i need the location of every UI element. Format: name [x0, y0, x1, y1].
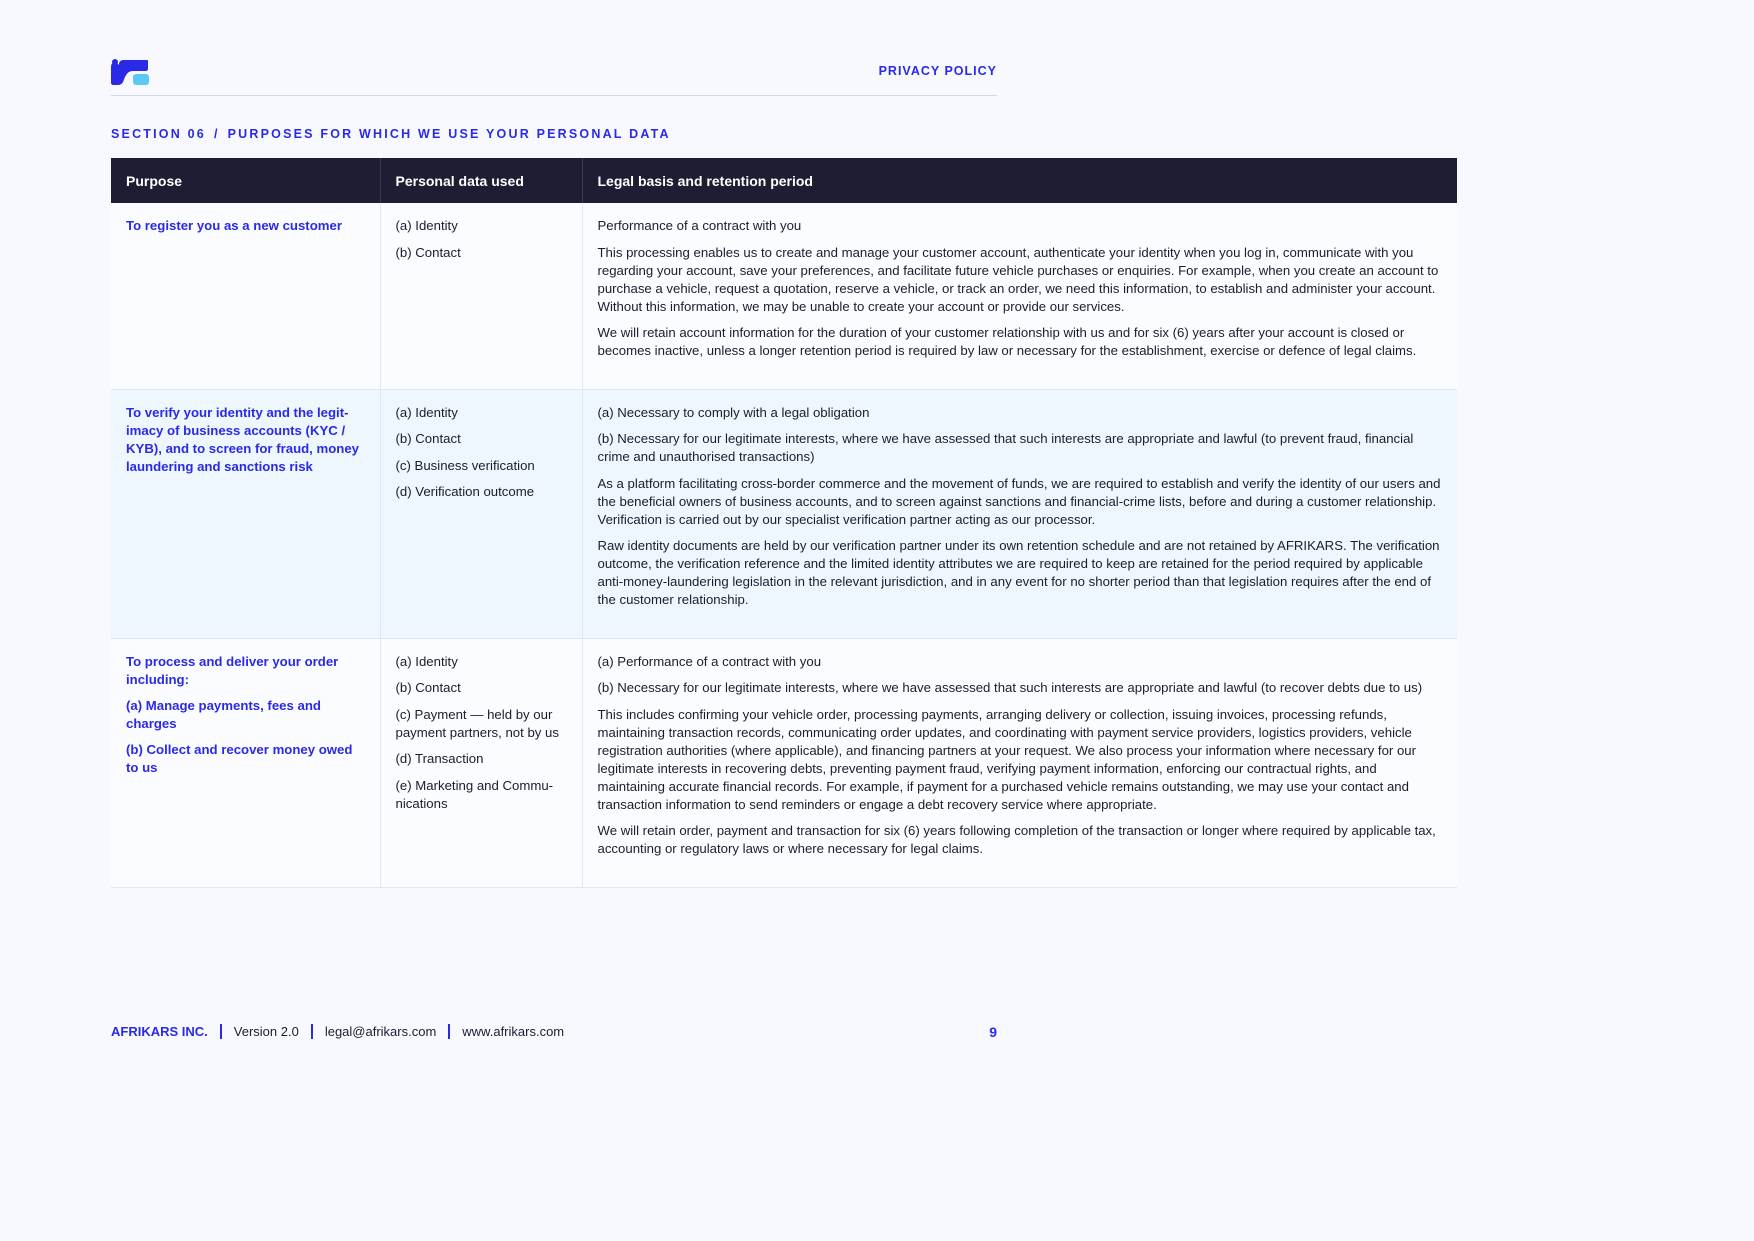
section-number: SECTION 06	[111, 127, 206, 141]
data-item: (b) Contact	[395, 244, 461, 260]
legal-paragraph: Performance of a contract with you	[597, 218, 802, 233]
data-item: (a) Identity	[395, 218, 458, 233]
legal-paragraph: Raw identity documents are held by our verification partner under its own retention schedule and are not retained by AFRIKARS. The verification outcome, the verification reference and the limited identity attributes we are required to keep are retained for the period required by applicable anti-money-laundering legislation in the relevant jurisdiction, and in any event for no shorter period than that legislation requires after the end of the customer relationship.	[597, 538, 1440, 607]
data-item: (d) Transaction	[395, 751, 484, 766]
legal-paragraph: (a) Performance of a contract with you	[597, 653, 822, 669]
legal-paragraph: This processing enables us to create and manage your customer account, authenticate your identity when you log in, communicate with you regarding your account, save your preferences, and facilitate future vehicle purchases or enquiries. For example, when you create an account to purchase a vehicle, request a quotation, reserve a vehicle, or track an order, we need this information, to establish and administer your account. Without this information, we may be unable to create your account or provide our services.	[597, 244, 1439, 314]
section-heading	[111, 127, 671, 141]
purpose-text: To verify your identity and the legit-imacy of business accounts (KYC / KYB), and to screen for fraud, money laundering and sanctions risk	[126, 404, 360, 474]
footer-company: AFRIKARS INC.	[111, 1024, 208, 1039]
footer-divider	[220, 1024, 222, 1039]
legal-paragraph: This includes confirming your vehicle order, processing payments, arranging delivery or collection, issuing invoices, processing refunds, maintaining transaction records, communicating order updates, and coordinating with payment service providers, logistics providers, vehicle registration authorities (where applicable), and financing partners at your request. We also process your information where necessary for our legitimate interests in recovering debts, preventing payment fraud, verifying payment information, enforcing our contractual rights, and maintaining accurate financial records. For example, if payment for a purchased vehicle remains outstanding, we may use your contact and transaction information to send reminders or engage a debt recovery service where appropriate.	[597, 706, 1417, 812]
data-item: (a) Identity	[395, 653, 458, 669]
table-header-row	[111, 158, 1457, 203]
legal-paragraph: We will retain account information for the duration of your customer relationship with us and for six (6) years after your account is closed or becomes inactive, unless a longer retention period is required by law or necessary for the establishment, exercise or defence of legal claims.	[597, 325, 1417, 358]
legal-paragraph: As a platform facilitating cross-border commerce and the movement of funds, we are required to establish and verify the identity of our users and the beneficial owners of business accounts, and to screen against sanctions and financial-crime lists, before and during a customer relationship. Verification is carried out by our specialist verification partner acting as our processor.	[597, 475, 1441, 527]
data-item: (d) Verification outcome	[395, 484, 535, 499]
column-header-legal-basis: Legal basis and retention period	[582, 158, 1457, 203]
footer-email[interactable]: legal@afrikars.com	[324, 1024, 437, 1039]
data-item: (b) Contact	[395, 680, 461, 695]
data-item: (c) Payment — held by our payment partners, not by us	[395, 706, 559, 740]
section-title: PURPOSES FOR WHICH WE USE YOUR PERSONAL DATA	[227, 127, 671, 141]
purpose-cell	[111, 203, 380, 389]
purpose-cell	[111, 389, 380, 638]
legal-paragraph: (b) Necessary for our legitimate interests, where we have assessed that such interests are appropriate and lawful (to prevent fraud, financial crime and unauthorised transactions)	[597, 431, 1414, 464]
page-number: 9	[989, 1024, 997, 1040]
data-item: (b) Contact	[395, 431, 461, 446]
legal-basis-cell	[582, 638, 1457, 887]
column-header-personal-data: Personal data used	[380, 158, 582, 203]
data-item: (e) Marketing and Commu-nications	[395, 777, 554, 811]
personal-data-cell	[380, 389, 582, 638]
purpose-text: To register you as a new customer	[126, 218, 342, 233]
data-item: (a) Identity	[395, 404, 458, 420]
footer-version: Version 2.0	[233, 1024, 299, 1039]
header-title: PRIVACY POLICY	[878, 64, 997, 78]
legal-paragraph: We will retain order, payment and transaction for six (6) years following completion of the transaction or longer where required by applicable tax, accounting or regulatory laws or where necessary for legal claims.	[597, 823, 1436, 856]
afrikars-logo-icon	[111, 59, 149, 85]
personal-data-cell	[380, 638, 582, 887]
page-footer	[111, 1024, 997, 1044]
table-row	[111, 389, 1457, 638]
purposes-table	[111, 158, 1457, 888]
section-separator: /	[213, 127, 220, 141]
purpose-subitem: (a) Manage payments, fees and charges	[126, 697, 321, 731]
column-header-purpose: Purpose	[111, 158, 380, 203]
legal-paragraph: (a) Necessary to comply with a legal obligation	[597, 404, 870, 420]
table-row	[111, 203, 1457, 389]
purpose-subitem: (b) Collect and recover money owed to us	[126, 741, 353, 775]
legal-basis-cell	[582, 203, 1457, 389]
page-header	[111, 57, 997, 96]
footer-divider	[448, 1024, 450, 1039]
personal-data-cell	[380, 203, 582, 389]
footer-website[interactable]: www.afrikars.com	[462, 1024, 565, 1039]
legal-paragraph: (b) Necessary for our legitimate interests, where we have assessed that such interests are appropriate and lawful (to recover debts due to us)	[597, 680, 1423, 695]
data-item: (c) Business verification	[395, 457, 535, 473]
table-row	[111, 638, 1457, 887]
footer-divider	[311, 1024, 313, 1039]
purpose-text: To process and deliver your order including:	[126, 653, 339, 687]
purpose-cell	[111, 638, 380, 887]
legal-basis-cell	[582, 389, 1457, 638]
